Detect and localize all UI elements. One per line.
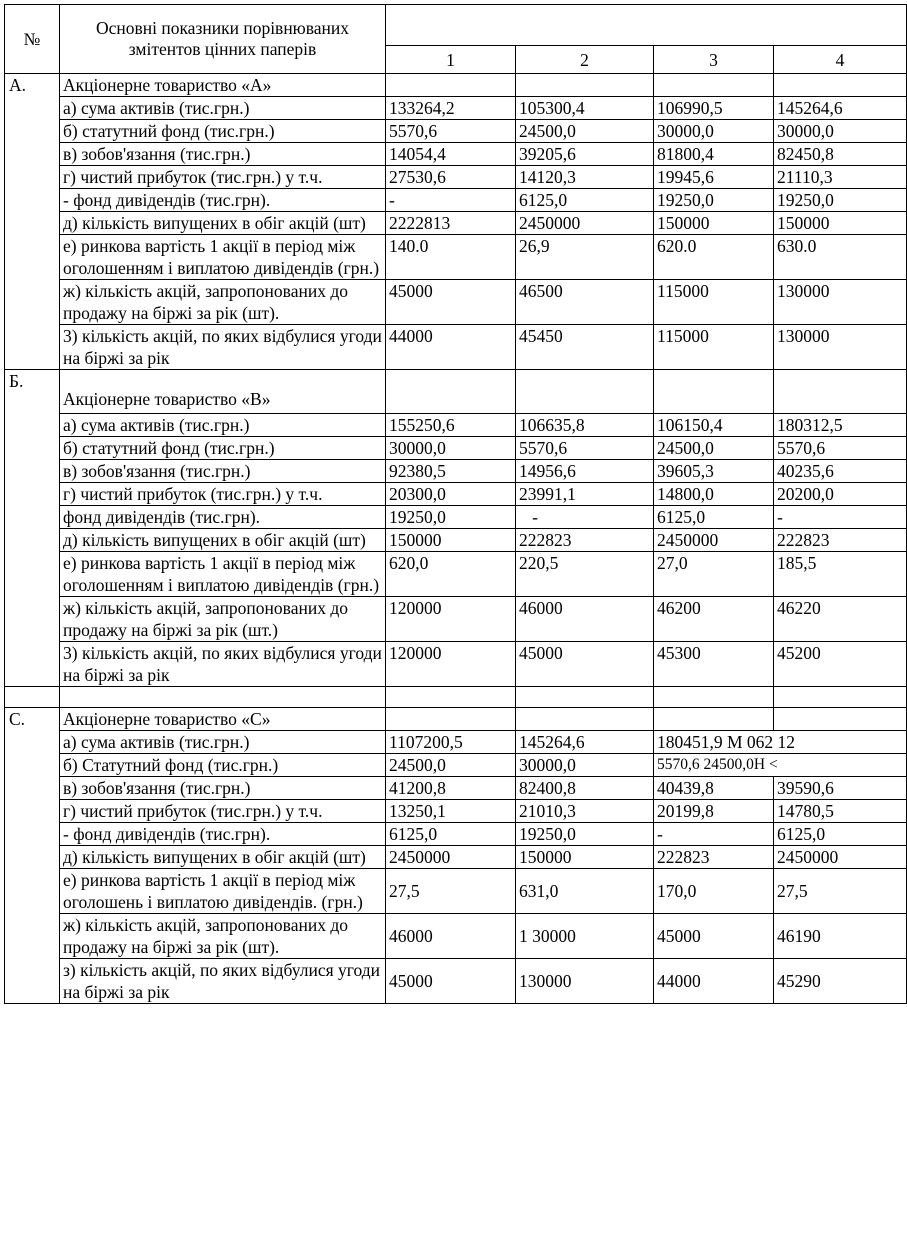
cell-value: 41200,8: [386, 777, 516, 800]
cell-value: 14800,0: [654, 483, 774, 506]
cell-value: 222823: [516, 529, 654, 552]
row-label: 3) кількість акцій, по яких відбулися угоди на біржі за рік: [60, 642, 386, 687]
cell-value: 1107200,5: [386, 731, 516, 754]
cell-value: 30000,0: [774, 120, 907, 143]
header-col-3: 3: [654, 46, 774, 74]
table-row: [5, 642, 907, 687]
cell-value: 20199,8: [654, 800, 774, 823]
cell-value: 19250,0: [386, 506, 516, 529]
cell-value: 140.0: [386, 235, 516, 280]
cell-value: -: [774, 506, 907, 529]
section-a-label: А.: [5, 74, 60, 370]
cell-value: 21010,3: [516, 800, 654, 823]
cell-value: 222823: [774, 529, 907, 552]
cell-value: 45300: [654, 642, 774, 687]
cell-value: 27,5: [386, 869, 516, 914]
table-row: [5, 325, 907, 370]
cell-value: 19250,0: [516, 823, 654, 846]
cell-value: 45290: [774, 959, 907, 1004]
cell-value: 222823: [654, 846, 774, 869]
cell-value: 24500,0: [386, 754, 516, 777]
header-row: [5, 5, 907, 46]
header-group: [386, 5, 907, 46]
cell-value: 6125,0: [774, 823, 907, 846]
cell-value: 45000: [654, 914, 774, 959]
cell-value: 185,5: [774, 552, 907, 597]
cell-value: 2450000: [516, 212, 654, 235]
table-row: [5, 460, 907, 483]
table-row: [5, 800, 907, 823]
cell-value: 5570,6: [516, 437, 654, 460]
cell-value: 46220: [774, 597, 907, 642]
cell-value: 145264,6: [516, 731, 654, 754]
table-row: [5, 280, 907, 325]
table-row: [5, 529, 907, 552]
cell-value: 170,0: [654, 869, 774, 914]
cell-value: 26,9: [516, 235, 654, 280]
cell-value: 2450000: [774, 846, 907, 869]
table-row: [5, 212, 907, 235]
cell-value: 20300,0: [386, 483, 516, 506]
cell-value: 45000: [516, 642, 654, 687]
cell-value: 130000: [774, 280, 907, 325]
row-label: д) кількість випущених в обіг акцій (шт): [60, 846, 386, 869]
cell-value: 106150,4: [654, 414, 774, 437]
cell-value: 39590,6: [774, 777, 907, 800]
cell-value: 19250,0: [654, 189, 774, 212]
table-row: [5, 483, 907, 506]
cell-value: 1 30000: [516, 914, 654, 959]
header-col-2: 2: [516, 46, 654, 74]
cell-value: 27530,6: [386, 166, 516, 189]
row-label: в) зобов'язання (тис.грн.): [60, 777, 386, 800]
cell-value: 106635,8: [516, 414, 654, 437]
header-indicators: Основні показники порівнюваних змітентов цінних паперів: [60, 5, 386, 74]
cell-value: 106990,5: [654, 97, 774, 120]
row-label: 3) кількість акцій, по яких відбулися угоди на біржі за рік: [60, 325, 386, 370]
cell-value: 150000: [386, 529, 516, 552]
cell-value: 81800,4: [654, 143, 774, 166]
cell-value: 24500,0: [654, 437, 774, 460]
cell-value: 14956,6: [516, 460, 654, 483]
cell-value: 19945,6: [654, 166, 774, 189]
row-label: г) чистий прибуток (тис.грн.) у т.ч.: [60, 800, 386, 823]
row-label: в) зобов'язання (тис.грн.): [60, 143, 386, 166]
cell-value: 14780,5: [774, 800, 907, 823]
cell-value: 180451,9 М 062 12: [654, 731, 907, 754]
cell-value: 21110,3: [774, 166, 907, 189]
table-row: [5, 143, 907, 166]
cell-value: 14120,3: [516, 166, 654, 189]
cell-value: 2450000: [386, 846, 516, 869]
cell-value: 6125,0: [386, 823, 516, 846]
row-label: д) кількість випущених в обіг акцій (шт): [60, 529, 386, 552]
table-row: [5, 914, 907, 959]
cell-value: 13250,1: [386, 800, 516, 823]
row-label: - фонд дивідендів (тис.грн).: [60, 189, 386, 212]
table-row: [5, 823, 907, 846]
section-b-label: Б.: [5, 370, 60, 687]
cell-value: 5570,6 24500,0Н <: [654, 754, 907, 777]
cell-value: 82400,8: [516, 777, 654, 800]
cell-value: 44000: [386, 325, 516, 370]
cell-value: 45450: [516, 325, 654, 370]
cell-value: 46000: [516, 597, 654, 642]
header-number: №: [5, 5, 60, 74]
cell-value: 631,0: [516, 869, 654, 914]
cell-value: 150000: [516, 846, 654, 869]
cell-value: 40235,6: [774, 460, 907, 483]
section-b-title-row: [5, 370, 907, 414]
header-col-1: 1: [386, 46, 516, 74]
row-label: б) статутний фонд (тис.грн.): [60, 120, 386, 143]
cell-value: 133264,2: [386, 97, 516, 120]
table-row: [5, 189, 907, 212]
row-label: г) чистий прибуток (тис.грн.) у т.ч.: [60, 483, 386, 506]
table-row: [5, 754, 907, 777]
cell-value: 45200: [774, 642, 907, 687]
cell-value: 2450000: [654, 529, 774, 552]
table-row: [5, 846, 907, 869]
table-row: [5, 777, 907, 800]
cell-value: 30000,0: [654, 120, 774, 143]
table-row: [5, 731, 907, 754]
section-a-title-row: [5, 74, 907, 97]
cell-value: 630.0: [774, 235, 907, 280]
row-label: ж) кількість акцій, запропонованих до продажу на біржі за рік (шт.): [60, 597, 386, 642]
table-row: [5, 414, 907, 437]
row-label: ж) кількість акцій, запропонованих до продажу на біржі за рік (шт).: [60, 914, 386, 959]
cell-value: 220,5: [516, 552, 654, 597]
cell-value: -: [516, 506, 654, 529]
row-label: а) сума активів (тис.грн.): [60, 97, 386, 120]
cell-value: 30000,0: [516, 754, 654, 777]
cell-value: 40439,8: [654, 777, 774, 800]
table-row: [5, 552, 907, 597]
row-label: д) кількість випущених в обіг акцій (шт): [60, 212, 386, 235]
cell-value: 620.0: [654, 235, 774, 280]
row-label: а) сума активів (тис.грн.): [60, 414, 386, 437]
cell-value: 46200: [654, 597, 774, 642]
table-row: [5, 869, 907, 914]
cell-value: 45000: [386, 959, 516, 1004]
cell-value: 44000: [654, 959, 774, 1004]
section-c-label: С.: [5, 708, 60, 1004]
row-label: - фонд дивідендів (тис.грн).: [60, 823, 386, 846]
row-label: б) Статутний фонд (тис.грн.): [60, 754, 386, 777]
row-label: б) статутний фонд (тис.грн.): [60, 437, 386, 460]
table-row: [5, 959, 907, 1004]
cell-value: 5570,6: [774, 437, 907, 460]
cell-value: 130000: [774, 325, 907, 370]
header-col-4: 4: [774, 46, 907, 74]
section-a-title: Акціонерне товариство «А»: [60, 74, 386, 97]
cell-value: 46000: [386, 914, 516, 959]
cell-value: 20200,0: [774, 483, 907, 506]
cell-value: 92380,5: [386, 460, 516, 483]
cell-value: 24500,0: [516, 120, 654, 143]
cell-value: -: [654, 823, 774, 846]
cell-value: 145264,6: [774, 97, 907, 120]
row-label: фонд дивідендів (тис.грн).: [60, 506, 386, 529]
cell-value: 150000: [774, 212, 907, 235]
cell-value: 115000: [654, 280, 774, 325]
cell-value: 45000: [386, 280, 516, 325]
table-row: [5, 235, 907, 280]
cell-value: 2222813: [386, 212, 516, 235]
cell-value: 27,0: [654, 552, 774, 597]
spacer-row: [5, 687, 907, 708]
cell-value: 6125,0: [516, 189, 654, 212]
cell-value: 82450,8: [774, 143, 907, 166]
table-row: [5, 166, 907, 189]
cell-value: 120000: [386, 642, 516, 687]
cell-value: 105300,4: [516, 97, 654, 120]
cell-value: 30000,0: [386, 437, 516, 460]
cell-value: 180312,5: [774, 414, 907, 437]
row-label: ж) кількість акцій, запропонованих до продажу на біржі за рік (шт).: [60, 280, 386, 325]
table-row: [5, 437, 907, 460]
cell-value: 46500: [516, 280, 654, 325]
cell-value: 39205,6: [516, 143, 654, 166]
cell-value: 14054,4: [386, 143, 516, 166]
section-c-title: Акціонерне товариство «С»: [60, 708, 386, 731]
table-row: [5, 97, 907, 120]
table-row: [5, 597, 907, 642]
section-c-title-row: [5, 708, 907, 731]
row-label: е) ринкова вартість 1 акції в період між оголошенням і виплатою дивідендів (грн.): [60, 235, 386, 280]
cell-value: 115000: [654, 325, 774, 370]
cell-value: 120000: [386, 597, 516, 642]
cell-value: 6125,0: [654, 506, 774, 529]
table-row: [5, 506, 907, 529]
row-label: в) зобов'язання (тис.грн.): [60, 460, 386, 483]
cell-value: 150000: [654, 212, 774, 235]
table-wrapper: [4, 4, 845, 1004]
row-label: г) чистий прибуток (тис.грн.) у т.ч.: [60, 166, 386, 189]
cell-value: 19250,0: [774, 189, 907, 212]
row-label: е) ринкова вартість 1 акції в період між оголошень і виплатою дивідендів. (грн.): [60, 869, 386, 914]
row-label: з) кількість акцій, по яких відбулися угоди на біржі за рік: [60, 959, 386, 1004]
row-label: е) ринкова вартість 1 акції в період між оголошенням і виплатою дивідендів (грн.): [60, 552, 386, 597]
cell-value: 46190: [774, 914, 907, 959]
cell-value: 23991,1: [516, 483, 654, 506]
cell-value: 155250,6: [386, 414, 516, 437]
cell-value: 27,5: [774, 869, 907, 914]
table-row: [5, 120, 907, 143]
cell-value: 130000: [516, 959, 654, 1004]
row-label: а) сума активів (тис.грн.): [60, 731, 386, 754]
comparison-table: [4, 4, 907, 1004]
cell-value: 5570,6: [386, 120, 516, 143]
cell-value: 620,0: [386, 552, 516, 597]
cell-value: 39605,3: [654, 460, 774, 483]
cell-value: -: [386, 189, 516, 212]
section-b-title: Акціонерне товариство «В»: [60, 370, 386, 414]
